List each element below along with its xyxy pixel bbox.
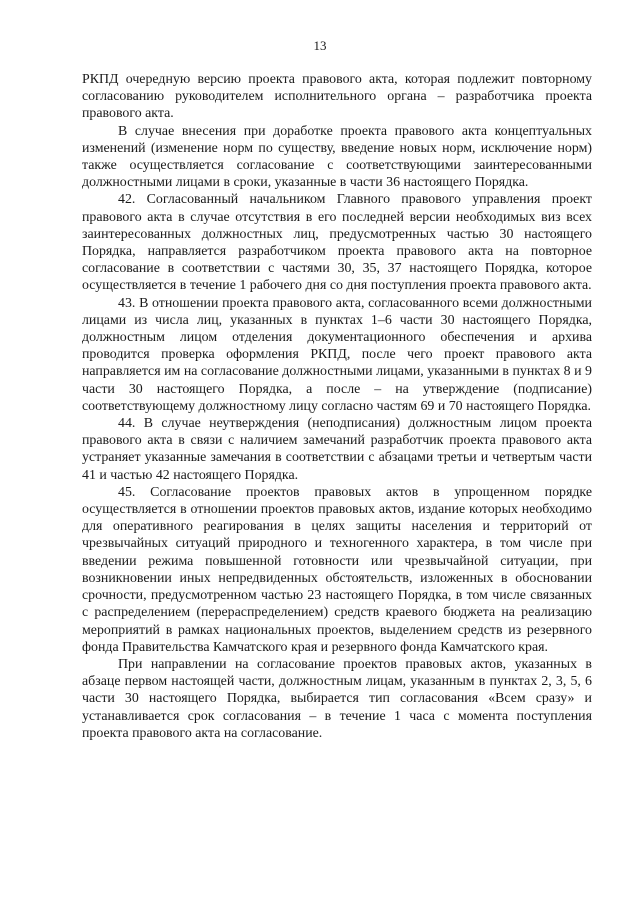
paragraph-item-45: 45. Согласование проектов правовых актов в упрощенном порядке осуществляется в отношении проектов правовых актов, издание которых необходимо для оперативного реагирования в целях защиты населения и территорий от чрезвычайных ситуаций природного и техногенного характера, в том числе при введении режима повышенной готовности или чрезвычайной ситуации, при возникновении иных непредвиденных обстоятельств, изложенных в обосновании срочности, предусмотренном частью 23 настоящего Порядка, в том числе связанных с распределением (перераспределением) средств краевого бюджета на реализацию мероприятий в рамках национальных проектов, выделением средств из резервного фонда Правительства Камчатского края и резервного фонда Камчатского края.: [82, 484, 592, 655]
page-number: 13: [313, 38, 327, 53]
paragraph-item-43: 43. В отношении проекта правового акта, согласованного всеми должностными лицами из числа лиц, указанных в пунктах 1–6 части 30 настоящего Порядка, должностным лицом отделения документационного обеспечения и архива проводится проверка оформления РКПД, после чего проект правового акта направляется им на согласование должностными лицами, указанными в пунктах 8 и 9 части 30 настоящего Порядка, а после – на утверждение (подписание) соответствующему должностному лицу согласно частям 69 и 70 настоящего Порядка.: [82, 295, 592, 414]
document-body: [82, 71, 592, 742]
paragraph-continuation: РКПД очередную версию проекта правового акта, которая подлежит повторному согласованию руководителем исполнительного органа – разработчика проекта правового акта.: [82, 72, 592, 122]
paragraph-conceptual-changes: В случае внесения при доработке проекта правового акта концептуальных изменений (изменение норм по существу, введение новых норм, исключение норм) также осуществляется согласование с соответствующими заинтересованными должностными лицами в сроки, указанные в части 36 настоящего Порядка.: [82, 123, 592, 191]
paragraph-item-44: 44. В случае неутверждения (неподписания) должностным лицом проекта правового акта в связи с наличием замечаний разработчик проекта правового акта устраняет указанные замечания в соответствии с абзацами третьи и четвертым части 41 и частью 42 настоящего Порядка.: [82, 416, 592, 483]
paragraph-simplified-approval: При направлении на согласование проектов правовых актов, указанных в абзаце первом настоящей части, должностным лицам, указанным в пунктах 2, 3, 5, 6 части 30 настоящего Порядка, выбирается тип согласования «Всем сразу» и устанавливается срок согласования – в течение 1 часа с момента поступления проекта правового акта на согласование.: [82, 656, 592, 741]
paragraph-item-42: 42. Согласованный начальником Главного правового управления проект правового акта в случае отсутствия в его последней версии необходимых виз всех заинтересованных должностных лиц, предусмотренных частью 30 настоящего Порядка, направляется разработчиком проекта правового акта на повторное согласование в соответствии с частями 30, 35, 37 настоящего Порядка, которое осуществляется в течение 1 рабочего дня со дня поступления проекта правового акта.: [82, 192, 592, 294]
